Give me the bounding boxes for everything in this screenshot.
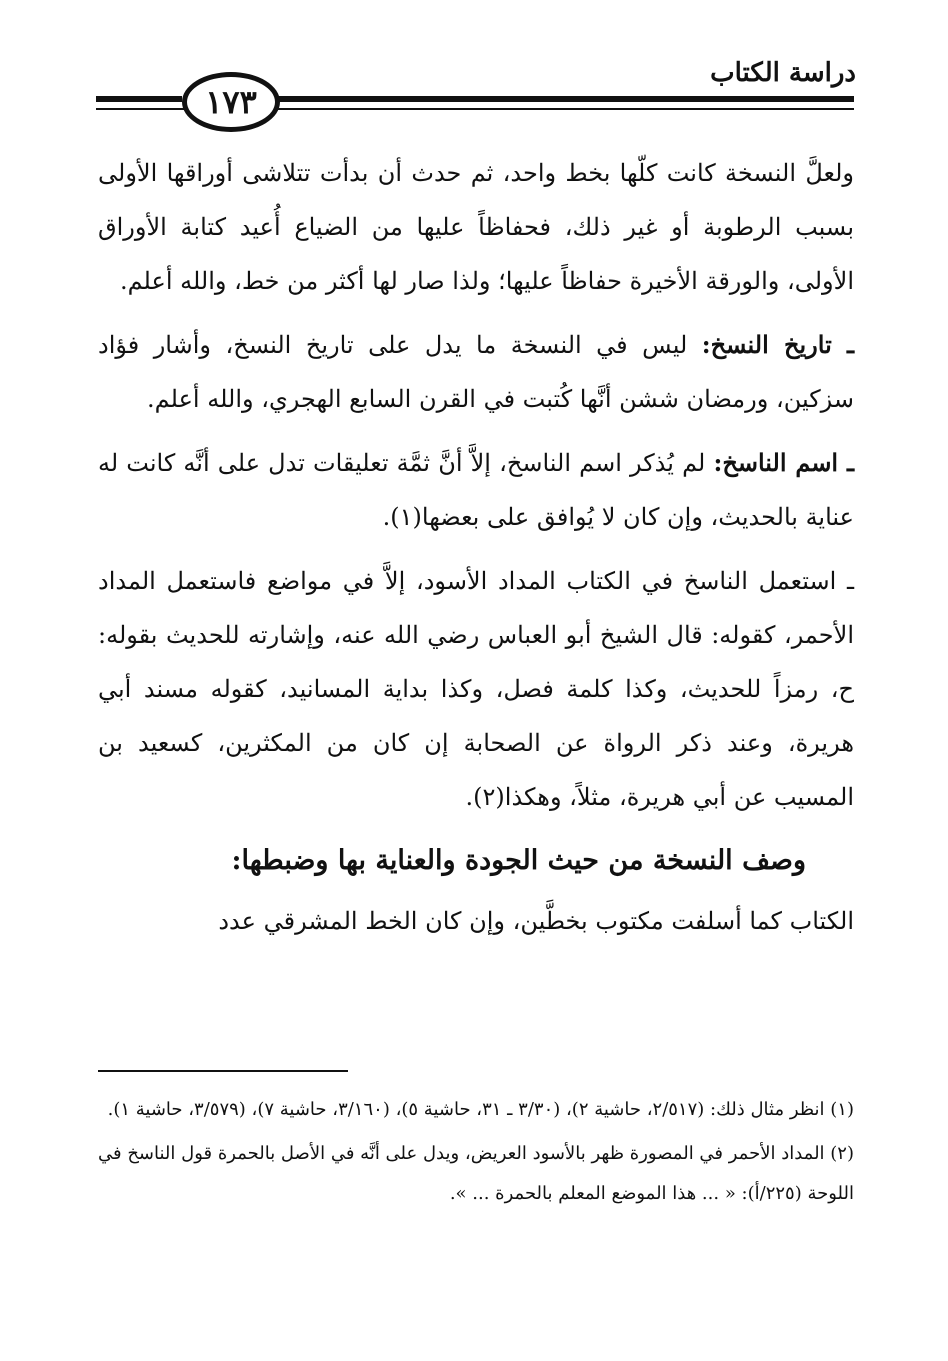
main-text bbox=[98, 146, 854, 958]
section-heading: وصف النسخة من حيث الجودة والعناية بها وضبطها: bbox=[231, 845, 806, 876]
paragraph-copyist-name bbox=[98, 436, 854, 544]
paragraph-date-of-copying bbox=[98, 318, 854, 426]
page-number: ١٧٣ bbox=[205, 83, 257, 121]
paragraph-lead: ـ اسم الناسخ: bbox=[713, 448, 854, 477]
paragraph-lead: ـ تاريخ النسخ: bbox=[701, 330, 854, 359]
paragraph-text: لم يُذكر اسم الناسخ، إلاَّ أنَّ ثمَّة تعليقات تدل على أنَّه كانت له عناية بالحديث، وإن كان لا يُوافق على بعضها(١). bbox=[98, 449, 854, 531]
footnote-2: (٢) المداد الأحمر في المصورة ظهر بالأسود العريض، ويدل على أنَّه في الأصل بالحمرة قول الناسخ في اللوحة (٢٢٥/أ): « ... هذا الموضع المعلم بالحمرة ... ». bbox=[97, 1143, 854, 1204]
footnote-separator bbox=[98, 1070, 348, 1072]
paragraph-text: ليس في النسخة ما يدل على تاريخ النسخ، وأشار فؤاد سزكين، ورمضان ششن أنَّها كُتبت في القرن السابع الهجري، والله أعلم. bbox=[98, 331, 854, 413]
paragraph-text: ـ استعمل الناسخ في الكتاب المداد الأسود، إلاَّ في مواضع فاستعمل المداد الأحمر، كقوله: قال الشيخ أبو العباس رضي الله عنه، وإشارته للحديث بقوله: ح، رمزاً للحديث، وكذا كلمة فصل، وكذا بداية المسانيد، كقوله مسند أبي هريرة، وعند ذكر الرواة عن الصحابة إن كان من المكثرين، كسعيد بن المسيب عن أبي هريرة، مثلاً، وهكذا(٢). bbox=[98, 567, 854, 811]
paragraph-1 bbox=[98, 146, 854, 308]
running-header-title: دراسة الكتاب bbox=[710, 58, 856, 88]
header-rule-right bbox=[272, 96, 854, 102]
paragraph-text: ولعلَّ النسخة كانت كلّها بخط واحد، ثم حدث أن بدأت تتلاشى أوراقها الأولى بسبب الرطوبة أو غير ذلك، فحفاظاً عليها من الضياع أُعيد كتابة الأوراق الأولى، والورقة الأخيرة حفاظاً عليها؛ ولذا صار لها أكثر من خط، والله أعلم. bbox=[98, 159, 854, 295]
footnote-1: (١) انظر مثال ذلك: (٢/٥١٧، حاشية ٢)، (٣/٣٠ ـ ٣١، حاشية ٥)، (٣/١٦٠، حاشية ٧)، (٣/٥٧٩، حاشية ١). bbox=[107, 1099, 854, 1120]
footnotes bbox=[98, 1090, 854, 1218]
paragraph-text: الكتاب كما أسلفت مكتوب بخطَّين، وإن كان الخط المشرقي عدد bbox=[218, 907, 854, 935]
header-rule-left bbox=[96, 96, 182, 102]
page-number-badge bbox=[182, 72, 280, 132]
paragraph-final bbox=[98, 894, 854, 948]
paragraph-ink bbox=[98, 554, 854, 824]
